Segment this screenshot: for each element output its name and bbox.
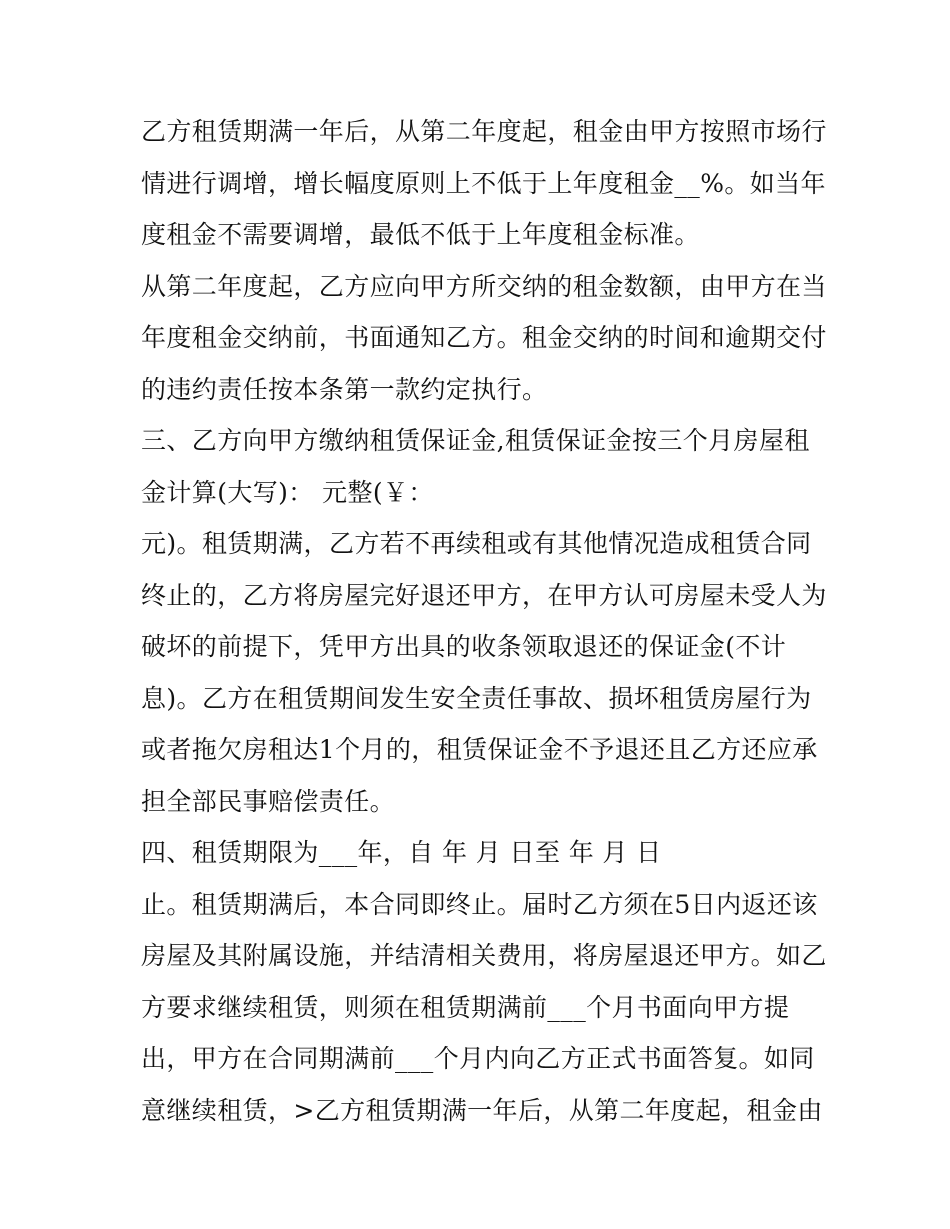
text-line: 乙方租赁期满一年后，从第二年度起，租金由甲方按照市场行 [141, 117, 827, 146]
text-line: 情进行调增，增长幅度原则上不低于上年度租金__%。如当年 [141, 168, 826, 198]
text-line: 四、租赁期限为___年，自 年 月 日至 年 月 日 [141, 838, 662, 867]
text-line: 三、乙方向甲方缴纳租赁保证金,租赁保证金按三个月房屋租 [141, 426, 810, 455]
text-line: 方要求继续租赁，则须在租赁期满前___个月书面向甲方提 [141, 992, 790, 1022]
text-line: 破坏的前提下，凭甲方出具的收条领取退还的保证金(不计 [141, 632, 787, 661]
text-line: 或者拖欠房租达1个月的，租赁保证金不予退还且乙方还应承 [141, 735, 818, 764]
text-line: 度租金不需要调增，最低不低于上年度租金标准。 [141, 220, 700, 249]
text-line: 元)。租赁期满，乙方若不再续租或有其他情况造成租赁合同 [141, 529, 812, 558]
text-line: 止。租赁期满后，本合同即终止。届时乙方须在5日内返还该 [141, 889, 818, 919]
text-line: 年度租金交纳前，书面通知乙方。租金交纳的时间和逾期交付 [141, 323, 827, 352]
text-line: 担全部民事赔偿责任。 [141, 786, 396, 816]
text-line: 的违约责任按本条第一款约定执行。 [141, 374, 548, 404]
text-line: 息)。乙方在租赁期间发生安全责任事故、损坏租赁房屋行为 [141, 683, 812, 713]
text-line: 意继续租赁，>乙方租赁期满一年后，从第二年度起，租金由 [141, 1095, 823, 1125]
text-line: 金计算(大写)： 元整(￥： [141, 477, 434, 507]
text-line: 从第二年度起，乙方应向甲方所交纳的租金数额，由甲方在当 [141, 271, 827, 301]
contract-text [141, 106, 827, 1136]
text-line: 终止的，乙方将房屋完好退还甲方，在甲方认可房屋未受人为 [141, 580, 827, 610]
text-line: 出，甲方在合同期满前___个月内向乙方正式书面答复。如同 [141, 1044, 815, 1073]
text-line: 房屋及其附属设施，并结清相关费用，将房屋退还甲方。如乙 [141, 941, 827, 970]
